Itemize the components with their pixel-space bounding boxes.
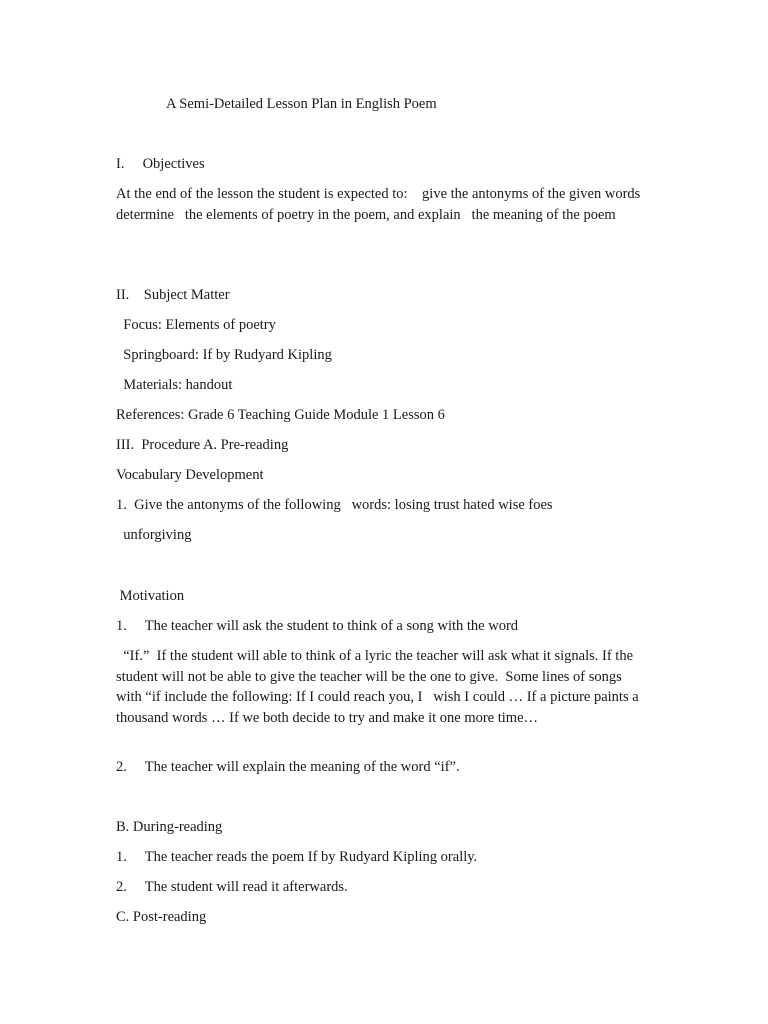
objectives-text: At the end of the lesson the student is expected to: give the antonyms of the given words determine the elements of poetry in the poem, and explain the meaning of the poem xyxy=(116,186,644,223)
post-reading-heading: C. Post-reading xyxy=(116,909,207,925)
vocab-heading: Vocabulary Development xyxy=(116,467,264,483)
subject-references: References: Grade 6 Teaching Guide Module 1 Lesson 6 xyxy=(116,407,445,423)
motivation-item-1-cont: “If.” If the student will able to think of a lyric the teacher will ask what it signals. If the student will not be able to give the teacher will be the one to give. Some lines of songs with “if include the following: If I could reach you, I wish I could … If a picture paints a thousand words … If we both decide to try and make it one more time… xyxy=(116,648,643,726)
motivation-item-1: 1. The teacher will ask the student to think of a song with the word xyxy=(116,618,519,634)
motivation-heading: Motivation xyxy=(116,588,185,604)
during-item-1: 1. The teacher reads the poem If by Rudyard Kipling orally. xyxy=(116,849,478,865)
vocab-item-1-cont: unforgiving xyxy=(116,527,192,543)
subject-focus: Focus: Elements of poetry xyxy=(116,317,276,333)
objectives-heading: I. Objectives xyxy=(116,156,205,172)
subject-materials: Materials: handout xyxy=(116,377,233,393)
motivation-item-2: 2. The teacher will explain the meaning of the word “if”. xyxy=(116,759,460,775)
procedure-heading: III. Procedure A. Pre-reading xyxy=(116,437,289,453)
during-reading-heading: B. During-reading xyxy=(116,819,223,835)
subject-matter-heading: II. Subject Matter xyxy=(116,287,230,303)
during-item-2: 2. The student will read it afterwards. xyxy=(116,879,348,895)
subject-springboard: Springboard: If by Rudyard Kipling xyxy=(116,347,332,363)
document-title: A Semi-Detailed Lesson Plan in English Poem xyxy=(166,96,437,112)
vocab-item-1: 1. Give the antonyms of the following words: losing trust hated wise foes xyxy=(116,497,553,513)
